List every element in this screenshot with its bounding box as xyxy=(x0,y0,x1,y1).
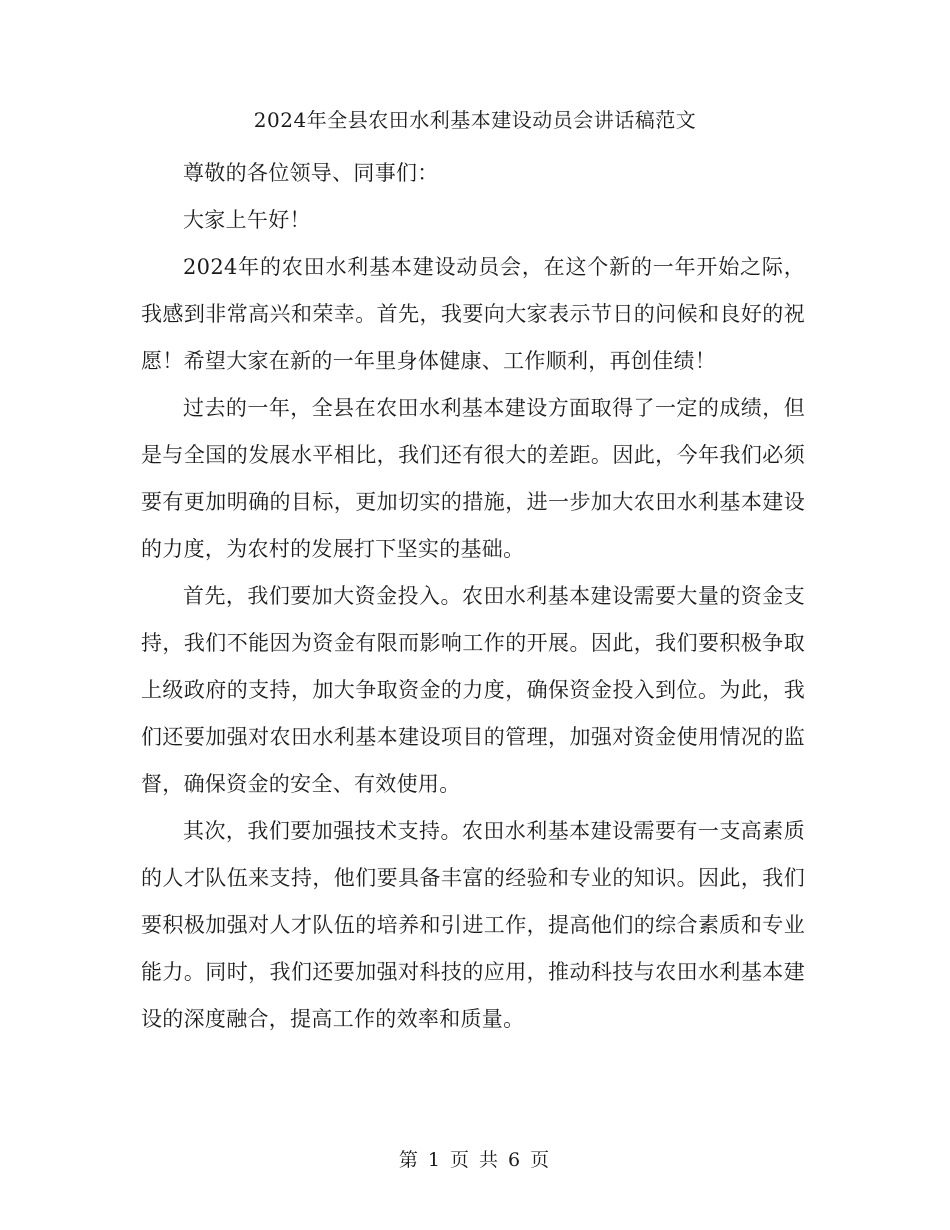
review-paragraph: 过去的一年，全县在农田水利基本建设方面取得了一定的成绩，但是与全国的发展水平相比，我们还有很大的差距。因此，今年我们必须要有更加明确的目标，更加切实的措施，进一步加大农田水利基本建设的力度，为农村的发展打下坚实的基础。 xyxy=(141,396,805,561)
salutation-paragraph: 尊敬的各位领导、同事们： xyxy=(183,161,439,185)
opening-paragraph: 2024年的农田水利基本建设动员会，在这个新的一年开始之际，我感到非常高兴和荣幸。首先，我要向大家表示节日的问候和良好的祝愿！希望大家在新的一年里身体健康、工作顺利，再创佳绩！ xyxy=(141,255,805,373)
document-title: 2024年全县农田水利基本建设动员会讲话稿范文 xyxy=(253,108,697,132)
funding-paragraph: 首先，我们要加大资金投入。农田水利基本建设需要大量的资金支持，我们不能因为资金有限而影响工作的开展。因此，我们要积极争取上级政府的支持，加大争取资金的力度，确保资金投入到位。为此，我们还要加强对农田水利基本建设项目的管理，加强对资金使用情况的监督，确保资金的安全、有效使用。 xyxy=(141,584,805,796)
page-number-footer: 第 1 页 共 6 页 xyxy=(398,1149,552,1171)
document-body xyxy=(141,150,805,1043)
technology-paragraph: 其次，我们要加强技术支持。农田水利基本建设需要有一支高素质的人才队伍来支持，他们要具备丰富的经验和专业的知识。因此，我们要积极加强对人才队伍的培养和引进工作，提高他们的综合素质和专业能力。同时，我们还要加强对科技的应用，推动科技与农田水利基本建设的深度融合，提高工作的效率和质量。 xyxy=(141,819,805,1031)
greeting-paragraph: 大家上午好！ xyxy=(183,208,311,232)
